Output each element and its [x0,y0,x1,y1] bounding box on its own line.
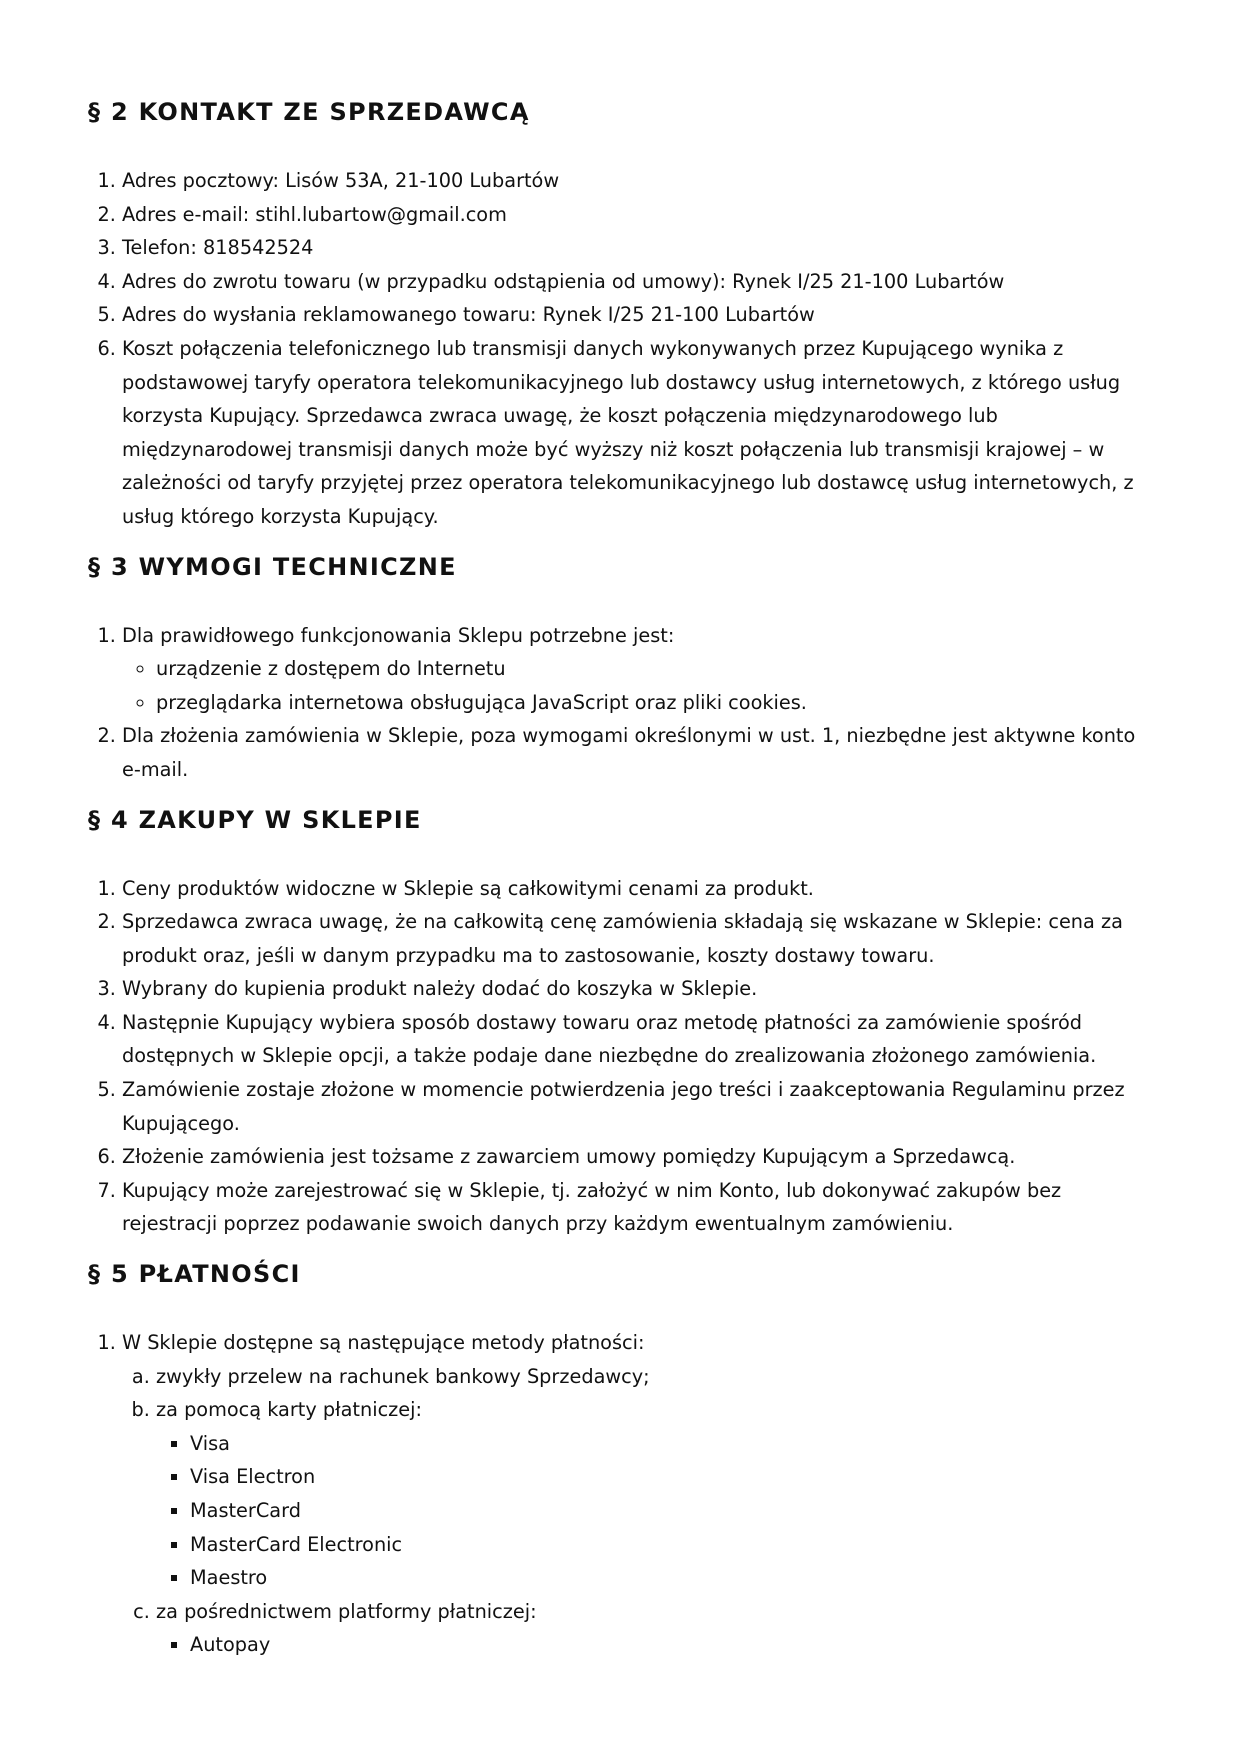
list-item-text: za pomocą karty płatniczej: [156,1398,423,1422]
list-item: 7. Kupujący może zarejestrować się w Sklepie, tj. założyć w nim Konto, lub dokonywać zakupów bez rejestracji poprzez podawanie swoich danych przy każdym ewentualnym zamówieniu. [122,1174,1140,1241]
list-item: ▪ Maestro [190,1561,1140,1595]
requirements-list [88,619,1140,787]
section-title-wymogi: § 3 WYMOGI TECHNICZNE [88,552,457,581]
list-item: 6. Koszt połączenia telefonicznego lub transmisji danych wykonywanych przez Kupującego wynika z podstawowej taryfy operatora telekomunikacyjnego lub dostawcy usług internetowych, z którego usług korzysta Kupujący. Sprzedawca zwraca uwagę, że koszt połączenia międzynarodowego lub międzynarodowej transmisji danych może być wyższy niż koszt połączenia lub transmisji krajowej – w zależności od taryfy przyjętej przez operatora telekomunikacyjnego lub dostawcę usług internetowych, z usług którego korzysta Kupujący. [122,332,1140,534]
list-item-text: W Sklepie dostępne są następujące metody płatności: [122,1331,645,1355]
contact-list [88,164,1140,534]
list-item: ◦ przeglądarka internetowa obsługująca JavaScript oraz pliki cookies. [156,686,1140,720]
platform-list [156,1628,1140,1662]
list-item [156,1393,1140,1595]
section-title-kontakt: § 2 KONTAKT ZE SPRZEDAWCĄ [88,98,530,126]
list-item: 4. Adres do zwrotu towaru (w przypadku odstąpienia od umowy): Rynek I/25 21-100 Lubartów [122,265,1140,299]
list-item: 3. Wybrany do kupienia produkt należy dodać do koszyka w Sklepie. [122,972,1140,1006]
list-item: 5. Adres do wysłania reklamowanego towaru: Rynek I/25 21-100 Lubartów [122,298,1140,332]
list-item: ◦ urządzenie z dostępem do Internetu [156,652,1140,686]
list-item-text: za pośrednictwem platformy płatniczej: [156,1599,537,1623]
sub-list [122,652,1140,719]
list-item: 6. Złożenie zamówienia jest tożsame z zawarciem umowy pomiędzy Kupującym a Sprzedawcą. [122,1140,1140,1174]
list-item [122,619,1140,720]
section-title-platnosci: § 5 PŁATNOŚCI [88,1260,301,1289]
list-item: 1. Ceny produktów widoczne w Sklepie są całkowitymi cenami za produkt. [122,872,1140,906]
payments-list [88,1326,1140,1662]
list-item: 2. Adres e-mail: stihl.lubartow@gmail.com [122,198,1140,232]
list-item: 2. Dla złożenia zamówienia w Sklepie, poza wymogami określonymi w ust. 1, niezbędne jest aktywne konto e-mail. [122,719,1140,786]
payment-methods-list [122,1360,1140,1662]
list-item: ▪ MasterCard Electronic [190,1528,1140,1562]
list-item-text: Dla prawidłowego funkcjonowania Sklepu potrzebne jest: [122,623,675,647]
card-list [156,1427,1140,1595]
list-item: ▪ Visa [190,1427,1140,1461]
list-item: ▪ Visa Electron [190,1460,1140,1494]
list-item: 4. Następnie Kupujący wybiera sposób dostawy towaru oraz metodę płatności za zamówienie spośród dostępnych w Sklepie opcji, a także podaje dane niezbędne do zrealizowania złożonego zamówienia. [122,1006,1140,1073]
list-item: 5. Zamówienie zostaje złożone w momencie potwierdzenia jego treści i zaakceptowania Regulaminu przez Kupującego. [122,1073,1140,1140]
list-item: ▪ Autopay [190,1628,1140,1662]
list-item [122,1326,1140,1662]
list-item: 2. Sprzedawca zwraca uwagę, że na całkowitą cenę zamówienia składają się wskazane w Sklepie: cena za produkt oraz, jeśli w danym przypadku ma to zastosowanie, koszty dostawy towaru. [122,905,1140,972]
list-item [156,1595,1140,1662]
list-item: 1. Adres pocztowy: Lisów 53A, 21-100 Lubartów [122,164,1140,198]
purchase-list [88,872,1140,1242]
list-item: a. zwykły przelew na rachunek bankowy Sprzedawcy; [156,1360,1140,1394]
section-title-zakupy: § 4 ZAKUPY W SKLEPIE [88,805,422,834]
list-item: ▪ MasterCard [190,1494,1140,1528]
list-item: 3. Telefon: 818542524 [122,231,1140,265]
